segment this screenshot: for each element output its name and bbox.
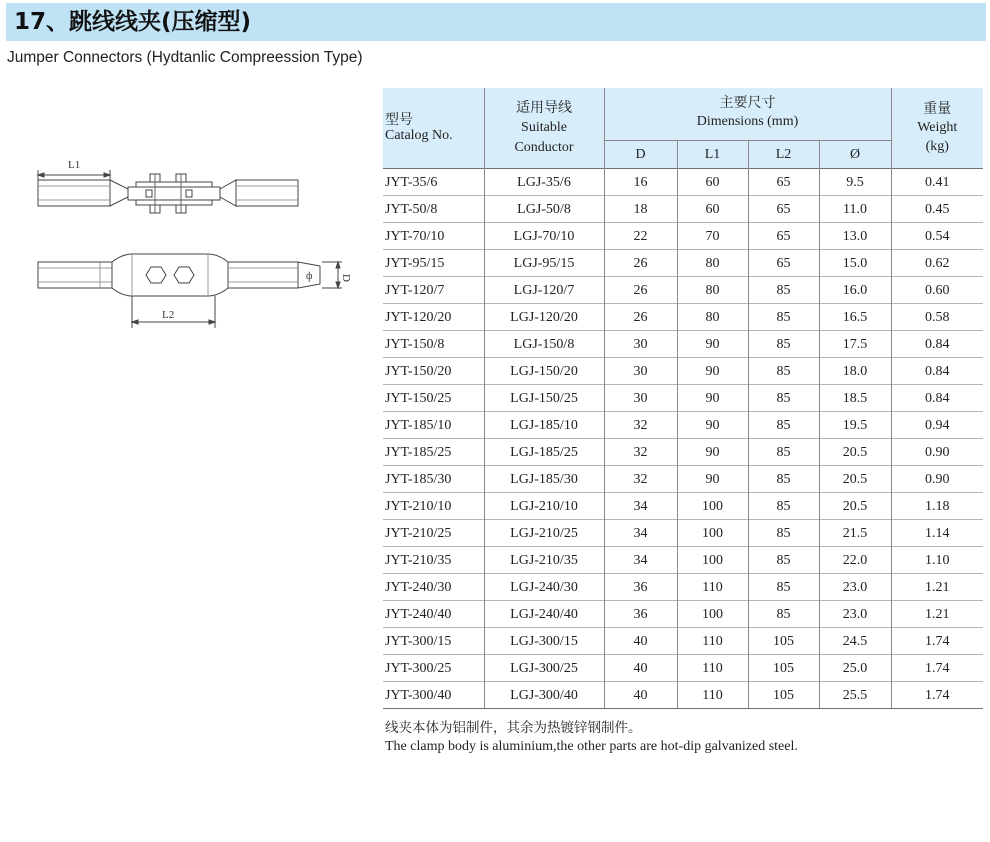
table-row	[383, 196, 983, 223]
table-row	[383, 331, 983, 358]
cell-l1: 100	[677, 601, 748, 628]
cell-conductor: LGJ-150/20	[484, 358, 604, 385]
table-row	[383, 412, 983, 439]
page-title: 17、跳线线夹(压缩型)	[14, 9, 252, 35]
spec-table-body	[383, 169, 983, 709]
cell-l1: 70	[677, 223, 748, 250]
cell-l2: 85	[748, 574, 819, 601]
cell-weight: 0.94	[891, 412, 983, 439]
spec-table	[383, 88, 983, 709]
table-row	[383, 223, 983, 250]
table-row	[383, 304, 983, 331]
cell-catalog: JYT-210/25	[383, 520, 484, 547]
subheader-l2: L2	[748, 141, 819, 169]
cell-conductor: LGJ-120/20	[484, 304, 604, 331]
cell-phi: 20.5	[819, 439, 891, 466]
connector-top-view	[38, 170, 298, 213]
cell-l1: 110	[677, 655, 748, 682]
subheader-d: D	[604, 141, 677, 169]
cell-conductor: LGJ-70/10	[484, 223, 604, 250]
cell-l2: 85	[748, 412, 819, 439]
cell-d: 30	[604, 358, 677, 385]
table-row	[383, 250, 983, 277]
dimension-label-phi: ф	[306, 271, 313, 282]
header-catalog-cn: 型号	[385, 113, 413, 128]
table-row	[383, 466, 983, 493]
cell-l1: 110	[677, 682, 748, 709]
header-catalog	[383, 88, 484, 169]
cell-l1: 90	[677, 439, 748, 466]
table-row	[383, 574, 983, 601]
cell-l1: 110	[677, 574, 748, 601]
header-catalog-en: Catalog No.	[385, 128, 453, 143]
cell-catalog: JYT-240/30	[383, 574, 484, 601]
cell-l1: 100	[677, 520, 748, 547]
header-dims-en: Dimensions (mm)	[696, 113, 799, 129]
cell-d: 30	[604, 385, 677, 412]
cell-catalog: JYT-35/6	[383, 169, 484, 196]
subheader-phi: Ø	[819, 141, 891, 169]
dimension-label-l2: L2	[162, 309, 175, 321]
cell-catalog: JYT-300/40	[383, 682, 484, 709]
cell-l1: 100	[677, 493, 748, 520]
cell-l2: 85	[748, 385, 819, 412]
cell-l2: 105	[748, 628, 819, 655]
cell-weight: 0.84	[891, 331, 983, 358]
cell-d: 34	[604, 520, 677, 547]
cell-l2: 85	[748, 277, 819, 304]
note-english: The clamp body is aluminium,the other parts are hot-dip galvanized steel.	[385, 739, 798, 754]
cell-catalog: JYT-210/35	[383, 547, 484, 574]
cell-l2: 105	[748, 682, 819, 709]
cell-weight: 1.10	[891, 547, 983, 574]
cell-l2: 65	[748, 223, 819, 250]
cell-phi: 18.0	[819, 358, 891, 385]
cell-weight: 0.90	[891, 466, 983, 493]
cell-l2: 85	[748, 331, 819, 358]
cell-d: 26	[604, 250, 677, 277]
cell-l1: 80	[677, 277, 748, 304]
cell-phi: 21.5	[819, 520, 891, 547]
header-conductor-en1: Suitable	[521, 120, 567, 135]
table-row	[383, 277, 983, 304]
connector-drawing	[10, 150, 370, 340]
header-weight-unit: (kg)	[925, 139, 949, 154]
cell-phi: 20.5	[819, 493, 891, 520]
cell-d: 32	[604, 412, 677, 439]
table-row	[383, 682, 983, 709]
table-row	[383, 655, 983, 682]
header-weight-en: Weight	[917, 120, 958, 135]
cell-d: 34	[604, 493, 677, 520]
table-row	[383, 601, 983, 628]
cell-weight: 1.74	[891, 655, 983, 682]
cell-catalog: JYT-120/20	[383, 304, 484, 331]
header-conductor-cn: 适用导线	[516, 101, 572, 116]
header-conductor	[484, 88, 604, 169]
cell-phi: 23.0	[819, 601, 891, 628]
cell-phi: 18.5	[819, 385, 891, 412]
cell-conductor: LGJ-50/8	[484, 196, 604, 223]
cell-weight: 0.54	[891, 223, 983, 250]
cell-conductor: LGJ-210/25	[484, 520, 604, 547]
cell-l2: 65	[748, 169, 819, 196]
cell-l2: 85	[748, 520, 819, 547]
cell-weight: 0.90	[891, 439, 983, 466]
cell-l2: 85	[748, 493, 819, 520]
cell-l2: 85	[748, 304, 819, 331]
cell-catalog: JYT-240/40	[383, 601, 484, 628]
cell-weight: 1.18	[891, 493, 983, 520]
cell-weight: 0.84	[891, 385, 983, 412]
cell-phi: 11.0	[819, 196, 891, 223]
table-row	[383, 358, 983, 385]
cell-l1: 90	[677, 331, 748, 358]
cell-l1: 80	[677, 250, 748, 277]
cell-d: 36	[604, 601, 677, 628]
cell-weight: 0.84	[891, 358, 983, 385]
header-weight-cn: 重量	[923, 102, 952, 117]
cell-d: 40	[604, 682, 677, 709]
cell-conductor: LGJ-35/6	[484, 169, 604, 196]
cell-conductor: LGJ-240/30	[484, 574, 604, 601]
cell-d: 16	[604, 169, 677, 196]
cell-weight: 1.21	[891, 601, 983, 628]
cell-catalog: JYT-95/15	[383, 250, 484, 277]
cell-l2: 65	[748, 196, 819, 223]
cell-l2: 85	[748, 547, 819, 574]
note-chinese: 线夹本体为铝制件，其余为热镀锌钢制件。	[385, 720, 642, 736]
cell-l2: 85	[748, 439, 819, 466]
cell-conductor: LGJ-240/40	[484, 601, 604, 628]
cell-l2: 85	[748, 601, 819, 628]
cell-l1: 90	[677, 358, 748, 385]
cell-catalog: JYT-210/10	[383, 493, 484, 520]
dimension-label-d: D	[340, 274, 352, 282]
cell-l1: 60	[677, 196, 748, 223]
cell-conductor: LGJ-300/40	[484, 682, 604, 709]
cell-conductor: LGJ-210/10	[484, 493, 604, 520]
cell-weight: 0.60	[891, 277, 983, 304]
cell-phi: 24.5	[819, 628, 891, 655]
cell-conductor: LGJ-95/15	[484, 250, 604, 277]
cell-conductor: LGJ-300/25	[484, 655, 604, 682]
cell-conductor: LGJ-185/30	[484, 466, 604, 493]
table-row	[383, 547, 983, 574]
cell-weight: 0.41	[891, 169, 983, 196]
dimension-label-l1: L1	[68, 159, 81, 171]
cell-l1: 80	[677, 304, 748, 331]
cell-conductor: LGJ-150/25	[484, 385, 604, 412]
cell-l2: 105	[748, 655, 819, 682]
header-weight	[891, 88, 983, 169]
cell-catalog: JYT-150/20	[383, 358, 484, 385]
cell-phi: 16.5	[819, 304, 891, 331]
cell-catalog: JYT-185/10	[383, 412, 484, 439]
cell-d: 22	[604, 223, 677, 250]
cell-weight: 1.21	[891, 574, 983, 601]
table-row	[383, 385, 983, 412]
cell-catalog: JYT-150/8	[383, 331, 484, 358]
cell-catalog: JYT-70/10	[383, 223, 484, 250]
cell-weight: 1.74	[891, 682, 983, 709]
connector-side-view	[38, 254, 342, 328]
cell-catalog: JYT-185/30	[383, 466, 484, 493]
cell-phi: 15.0	[819, 250, 891, 277]
cell-phi: 23.0	[819, 574, 891, 601]
table-row	[383, 439, 983, 466]
cell-d: 32	[604, 439, 677, 466]
cell-conductor: LGJ-185/25	[484, 439, 604, 466]
header-dimensions	[604, 88, 891, 141]
cell-l2: 65	[748, 250, 819, 277]
cell-phi: 25.0	[819, 655, 891, 682]
cell-d: 40	[604, 628, 677, 655]
cell-phi: 16.0	[819, 277, 891, 304]
table-row	[383, 628, 983, 655]
table-row	[383, 493, 983, 520]
cell-d: 26	[604, 304, 677, 331]
cell-conductor: LGJ-120/7	[484, 277, 604, 304]
cell-l1: 90	[677, 412, 748, 439]
cell-conductor: LGJ-300/15	[484, 628, 604, 655]
cell-l1: 100	[677, 547, 748, 574]
table-row	[383, 169, 983, 196]
table-row	[383, 520, 983, 547]
cell-d: 30	[604, 331, 677, 358]
page-subtitle: Jumper Connectors (Hydtanlic Compreession Type)	[7, 49, 363, 66]
cell-catalog: JYT-120/7	[383, 277, 484, 304]
cell-catalog: JYT-50/8	[383, 196, 484, 223]
cell-weight: 0.58	[891, 304, 983, 331]
cell-conductor: LGJ-150/8	[484, 331, 604, 358]
cell-d: 36	[604, 574, 677, 601]
cell-d: 32	[604, 466, 677, 493]
cell-d: 34	[604, 547, 677, 574]
cell-l1: 60	[677, 169, 748, 196]
cell-catalog: JYT-150/25	[383, 385, 484, 412]
cell-weight: 0.45	[891, 196, 983, 223]
cell-weight: 0.62	[891, 250, 983, 277]
cell-weight: 1.14	[891, 520, 983, 547]
cell-phi: 9.5	[819, 169, 891, 196]
subheader-l1: L1	[677, 141, 748, 169]
cell-conductor: LGJ-185/10	[484, 412, 604, 439]
title-bar	[6, 3, 986, 41]
header-conductor-en2: Conductor	[514, 140, 574, 155]
cell-phi: 17.5	[819, 331, 891, 358]
cell-catalog: JYT-300/25	[383, 655, 484, 682]
cell-l1: 110	[677, 628, 748, 655]
cell-d: 26	[604, 277, 677, 304]
cell-conductor: LGJ-210/35	[484, 547, 604, 574]
cell-weight: 1.74	[891, 628, 983, 655]
cell-d: 18	[604, 196, 677, 223]
header-dims-cn: 主要尺寸	[719, 95, 776, 111]
cell-l1: 90	[677, 466, 748, 493]
cell-l2: 85	[748, 358, 819, 385]
cell-l1: 90	[677, 385, 748, 412]
cell-phi: 19.5	[819, 412, 891, 439]
cell-d: 40	[604, 655, 677, 682]
cell-l2: 85	[748, 466, 819, 493]
cell-phi: 25.5	[819, 682, 891, 709]
cell-catalog: JYT-185/25	[383, 439, 484, 466]
cell-catalog: JYT-300/15	[383, 628, 484, 655]
cell-phi: 22.0	[819, 547, 891, 574]
cell-phi: 13.0	[819, 223, 891, 250]
cell-phi: 20.5	[819, 466, 891, 493]
